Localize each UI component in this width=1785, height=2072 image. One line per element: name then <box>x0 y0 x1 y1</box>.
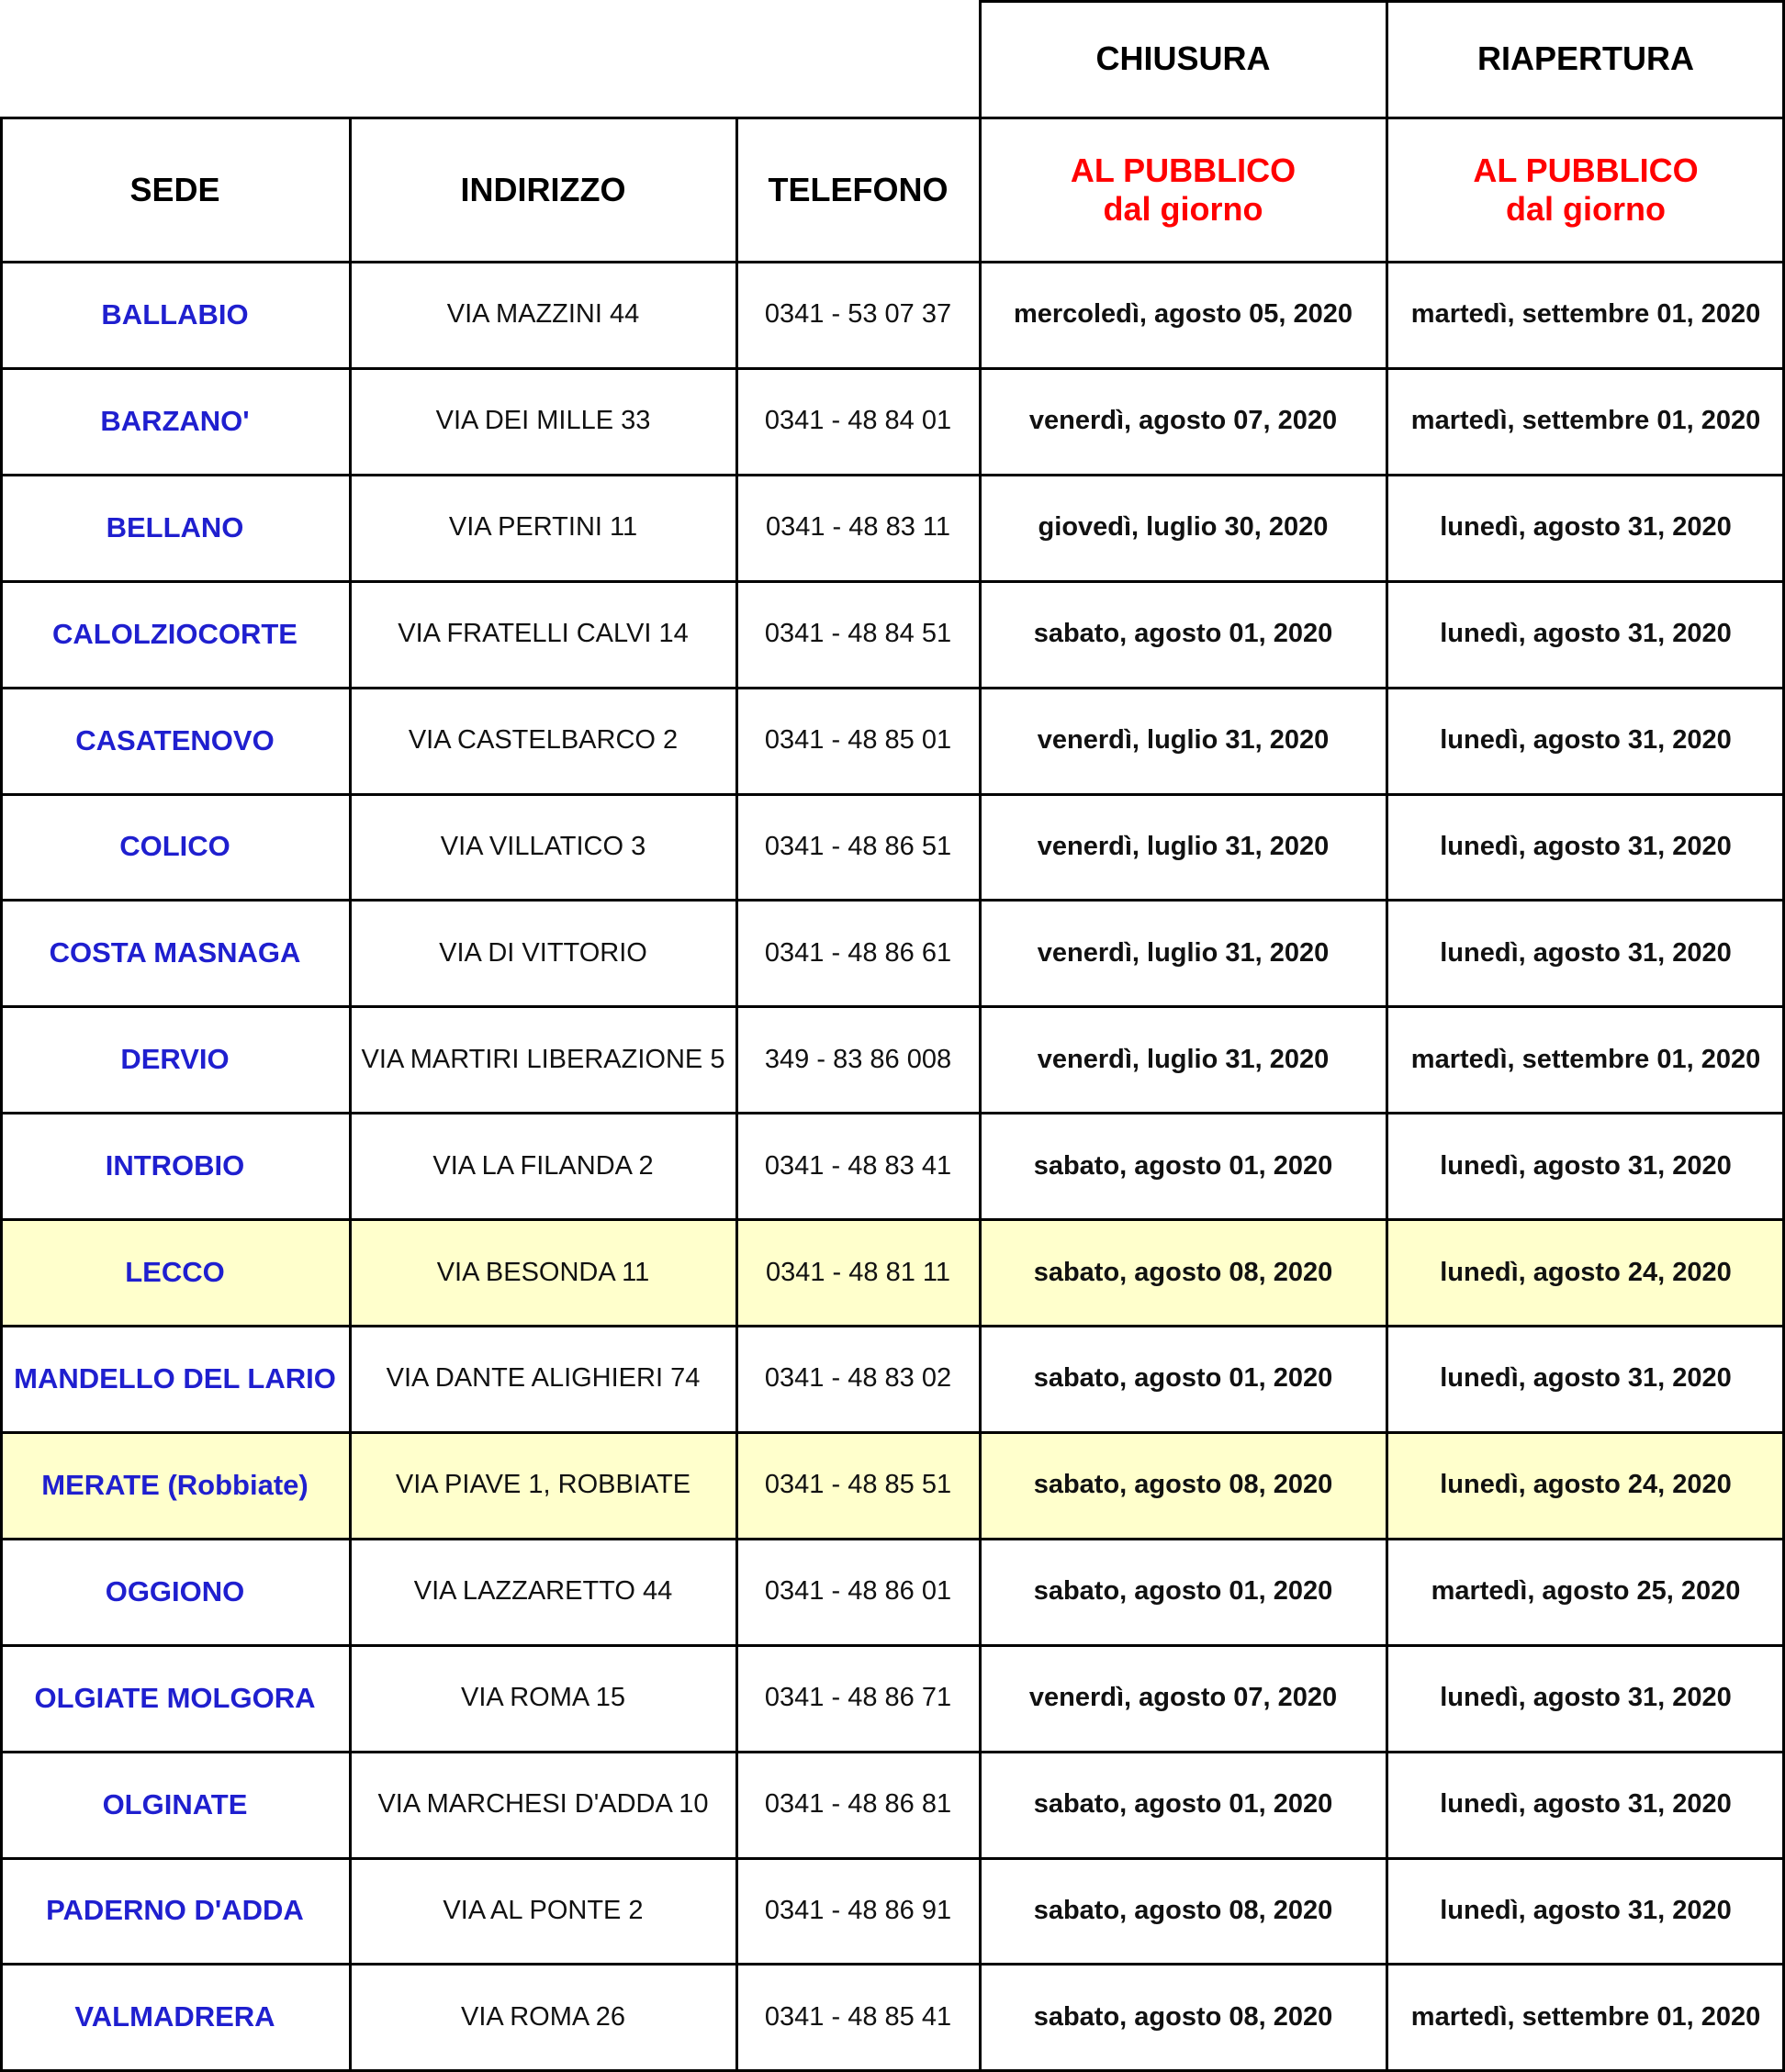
cell-indirizzo: VIA PIAVE 1, ROBBIATE <box>395 1470 691 1500</box>
grid-line <box>0 793 1785 796</box>
grid-line <box>0 1325 1785 1327</box>
cell-chiusura: sabato, agosto 01, 2020 <box>1033 1576 1333 1607</box>
cell-indirizzo: VIA MAZZINI 44 <box>446 299 640 330</box>
cell-riapertura: lunedì, agosto 31, 2020 <box>1440 1895 1732 1925</box>
cell-telefono: 0341 - 48 83 02 <box>764 1363 952 1394</box>
cell-telefono: 0341 - 48 86 01 <box>764 1576 952 1607</box>
cell-riapertura: lunedì, agosto 31, 2020 <box>1440 937 1732 968</box>
cell-chiusura: sabato, agosto 08, 2020 <box>1033 2001 1333 2032</box>
grid-line <box>0 474 1785 476</box>
cell-sede: PADERNO D'ADDA <box>46 1894 304 1927</box>
grid-line <box>980 0 1785 3</box>
subheader-line1: AL PUBBLICO <box>1070 151 1297 189</box>
cell-riapertura: lunedì, agosto 31, 2020 <box>1440 619 1732 649</box>
cell-telefono: 0341 - 48 85 41 <box>764 2001 952 2032</box>
cell-riapertura: martedì, settembre 01, 2020 <box>1410 1044 1761 1074</box>
cell-riapertura: lunedì, agosto 24, 2020 <box>1440 1470 1732 1500</box>
cell-sede: BELLANO <box>106 510 244 543</box>
cell-riapertura: martedì, settembre 01, 2020 <box>1410 2001 1761 2032</box>
grid-line <box>0 899 1785 902</box>
cell-indirizzo: VIA ROMA 26 <box>461 2001 625 2032</box>
cell-indirizzo: VIA ROMA 15 <box>461 1683 625 1713</box>
cell-riapertura: lunedì, agosto 31, 2020 <box>1440 1789 1732 1820</box>
cell-telefono: 0341 - 48 86 61 <box>764 937 952 968</box>
cell-chiusura: venerdì, agosto 07, 2020 <box>1028 406 1338 436</box>
grid-line <box>0 118 3 2070</box>
header-indirizzo: INDIRIZZO <box>460 170 626 208</box>
header-riapertura-sub <box>1386 118 1785 262</box>
header-chiusura: CHIUSURA <box>1095 39 1271 77</box>
cell-chiusura: sabato, agosto 08, 2020 <box>1033 1895 1333 1925</box>
cell-indirizzo: VIA AL PONTE 2 <box>443 1895 644 1925</box>
grid-line <box>0 1112 1785 1114</box>
cell-telefono: 0341 - 48 83 41 <box>764 1150 952 1181</box>
grid-line <box>979 0 982 2070</box>
grid-line <box>0 1644 1785 1647</box>
cell-sede: BARZANO' <box>100 404 250 437</box>
cell-riapertura: lunedì, agosto 31, 2020 <box>1440 1150 1732 1181</box>
cell-telefono: 0341 - 48 86 51 <box>764 831 952 861</box>
grid-line <box>0 1538 1785 1540</box>
cell-indirizzo: VIA MARCHESI D'ADDA 10 <box>377 1789 709 1820</box>
cell-riapertura: lunedì, agosto 31, 2020 <box>1440 725 1732 756</box>
cell-indirizzo: VIA FRATELLI CALVI 14 <box>398 619 689 649</box>
cell-chiusura: giovedì, luglio 30, 2020 <box>1038 512 1329 543</box>
grid-line <box>0 117 1785 119</box>
cell-chiusura: sabato, agosto 01, 2020 <box>1033 1363 1333 1394</box>
cell-telefono: 0341 - 48 86 71 <box>764 1683 952 1713</box>
grid-line <box>1386 0 1388 2070</box>
cell-sede: LECCO <box>125 1256 225 1289</box>
header-chiusura-sub <box>980 118 1386 262</box>
cell-chiusura: sabato, agosto 08, 2020 <box>1033 1470 1333 1500</box>
cell-sede: MANDELLO DEL LARIO <box>14 1361 336 1394</box>
cell-indirizzo: VIA DEI MILLE 33 <box>435 406 651 436</box>
cell-indirizzo: VIA DI VITTORIO <box>439 937 647 968</box>
cell-riapertura: martedì, agosto 25, 2020 <box>1431 1576 1741 1607</box>
cell-indirizzo: VIA LAZZARETTO 44 <box>413 1576 673 1607</box>
cell-chiusura: venerdì, luglio 31, 2020 <box>1037 831 1330 861</box>
grid-line <box>0 687 1785 689</box>
cell-telefono: 0341 - 48 86 91 <box>764 1895 952 1925</box>
cell-sede: BALLABIO <box>101 297 249 330</box>
cell-chiusura: venerdì, agosto 07, 2020 <box>1028 1683 1338 1713</box>
cell-chiusura: venerdì, luglio 31, 2020 <box>1037 1044 1330 1074</box>
cell-telefono: 349 - 83 86 008 <box>764 1044 952 1074</box>
cell-riapertura: lunedì, agosto 31, 2020 <box>1440 512 1732 543</box>
cell-sede: OGGIONO <box>105 1574 245 1607</box>
cell-chiusura: mercoledì, agosto 05, 2020 <box>1013 299 1353 330</box>
cell-sede: VALMADRERA <box>74 2000 275 2033</box>
subheader-line2: dal giorno <box>1103 189 1263 228</box>
cell-telefono: 0341 - 48 84 51 <box>764 619 952 649</box>
cell-riapertura: lunedì, agosto 31, 2020 <box>1440 1363 1732 1394</box>
header-riapertura: RIAPERTURA <box>1476 39 1694 77</box>
cell-chiusura: venerdì, luglio 31, 2020 <box>1037 725 1330 756</box>
grid-line <box>0 261 1785 263</box>
cell-indirizzo: VIA MARTIRI LIBERAZIONE 5 <box>361 1044 725 1074</box>
cell-riapertura: martedì, settembre 01, 2020 <box>1410 406 1761 436</box>
grid-line <box>0 580 1785 583</box>
cell-indirizzo: VIA VILLATICO 3 <box>440 831 646 861</box>
cell-riapertura: martedì, settembre 01, 2020 <box>1410 299 1761 330</box>
subheader-line2: dal giorno <box>1506 189 1666 228</box>
grid-line <box>0 1431 1785 1434</box>
cell-riapertura: lunedì, agosto 24, 2020 <box>1440 1257 1732 1287</box>
cell-telefono: 0341 - 48 85 01 <box>764 725 952 756</box>
cell-chiusura: sabato, agosto 01, 2020 <box>1033 1150 1333 1181</box>
cell-sede: INTROBIO <box>105 1149 245 1182</box>
grid-line <box>0 1857 1785 1860</box>
header-sede: SEDE <box>129 170 220 208</box>
cell-sede: OLGIATE MOLGORA <box>34 1681 316 1714</box>
cell-indirizzo: VIA BESONDA 11 <box>436 1257 650 1287</box>
cell-telefono: 0341 - 48 86 81 <box>764 1789 952 1820</box>
cell-sede: CALOLZIOCORTE <box>52 617 298 650</box>
cell-indirizzo: VIA CASTELBARCO 2 <box>408 725 679 756</box>
cell-chiusura: venerdì, luglio 31, 2020 <box>1037 937 1330 968</box>
header-telefono: TELEFONO <box>768 170 949 208</box>
cell-riapertura: lunedì, agosto 31, 2020 <box>1440 831 1732 861</box>
cell-chiusura: sabato, agosto 08, 2020 <box>1033 1257 1333 1287</box>
grid-line <box>0 1218 1785 1221</box>
cell-telefono: 0341 - 53 07 37 <box>764 299 952 330</box>
cell-chiusura: sabato, agosto 01, 2020 <box>1033 619 1333 649</box>
grid-line <box>0 1963 1785 1966</box>
cell-chiusura: sabato, agosto 01, 2020 <box>1033 1789 1333 1820</box>
cell-sede: CASATENOVO <box>75 723 275 756</box>
cell-telefono: 0341 - 48 85 51 <box>764 1470 952 1500</box>
cell-sede: MERATE (Robbiate) <box>41 1468 309 1501</box>
grid-line <box>0 367 1785 370</box>
cell-sede: COLICO <box>119 830 230 863</box>
cell-indirizzo: VIA PERTINI 11 <box>448 512 638 543</box>
cell-sede: OLGINATE <box>102 1787 248 1820</box>
subheader-line1: AL PUBBLICO <box>1473 151 1699 189</box>
cell-telefono: 0341 - 48 81 11 <box>765 1257 951 1287</box>
cell-riapertura: lunedì, agosto 31, 2020 <box>1440 1683 1732 1713</box>
grid-line <box>0 1751 1785 1753</box>
cell-telefono: 0341 - 48 84 01 <box>764 406 952 436</box>
cell-indirizzo: VIA LA FILANDA 2 <box>432 1150 654 1181</box>
cell-indirizzo: VIA DANTE ALIGHIERI 74 <box>386 1363 701 1394</box>
cell-sede: DERVIO <box>120 1043 230 1076</box>
grid-line <box>735 118 738 2070</box>
cell-telefono: 0341 - 48 83 11 <box>765 512 951 543</box>
grid-line <box>349 118 352 2070</box>
cell-sede: COSTA MASNAGA <box>49 936 301 969</box>
grid-line <box>0 1005 1785 1008</box>
